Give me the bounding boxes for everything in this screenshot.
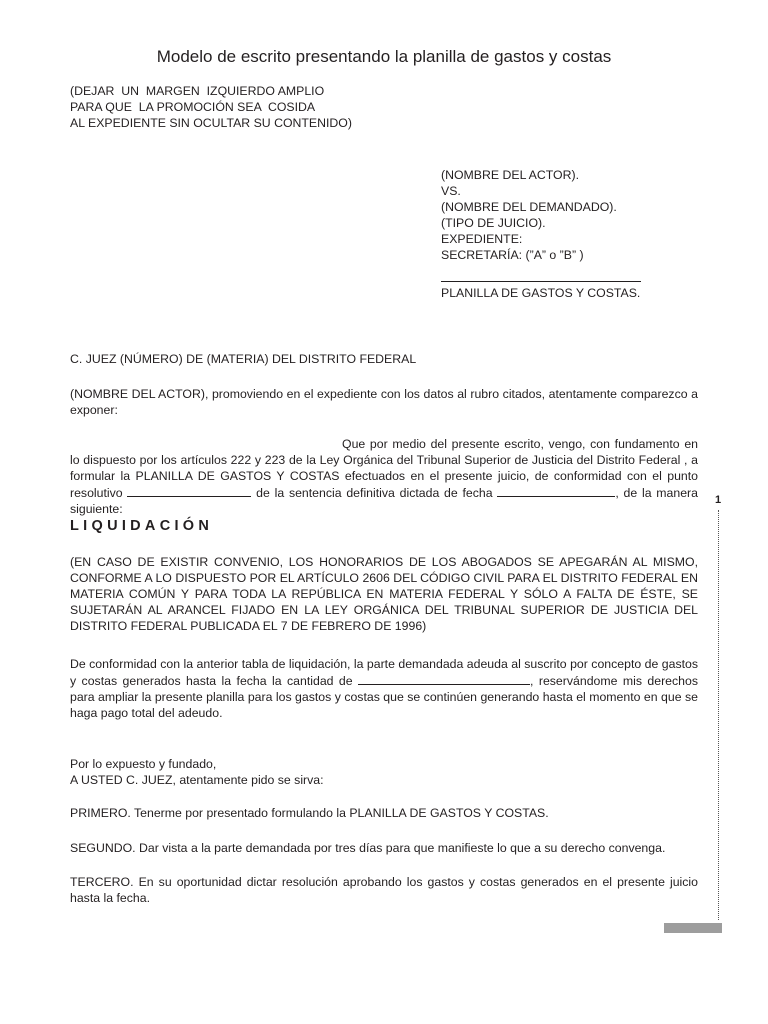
intro-paragraph: (NOMBRE DEL ACTOR), promoviendo en el expediente con los datos al rubro citados, atentamente comparezco a exponer: [70,387,698,417]
amount-blank-field[interactable] [358,672,530,685]
page-margin-dotted-line [718,510,719,920]
margin-note-line: (DEJAR UN MARGEN IZQUIERDO AMPLIO [70,84,325,98]
header-actor: (NOMBRE DEL ACTOR). [441,168,580,182]
closing-line-2: A USTED C. JUEZ, atentamente pido se sirva: [70,773,324,787]
petition-tercero: TERCERO. En su oportunidad dictar resolución aprobando los gastos y costas generados en el presente juicio hasta la fecha. [70,875,698,905]
header-defendant: (NOMBRE DEL DEMANDADO). [441,200,617,214]
request-text-part1: Que por medio del presente escrito, vengo, con fundamento en lo dispuesto por los artículos 222 y 223 de la Ley Orgánica del Tribunal Superior de Justicia del Distrito Federal , a formular la PLANILLA DE GASTOS Y COSTAS efectuados en el presente juicio, de conformidad con el punto resolutivo [70,437,698,500]
case-header [441,167,661,263]
header-secretaria: SECRETARÍA: (”A” o ”B” ) [441,248,584,262]
closing-line-1: Por lo expuesto y fundado, [70,757,217,771]
page-footer-bar [664,923,722,933]
margin-note-line: AL EXPEDIENTE SIN OCULTAR SU CONTENIDO) [70,116,352,130]
request-text-part2: de la sentencia definitiva dictada de fecha [256,486,493,500]
petition-segundo: SEGUNDO. Dar vista a la parte demandada por tres días para que manifieste lo que a su derecho convenga. [70,841,666,855]
margin-note-line: PARA QUE LA PROMOCIÓN SEA COSIDA [70,100,316,114]
header-document-type: PLANILLA DE GASTOS Y COSTAS. [441,286,641,300]
request-paragraph [70,436,698,517]
closing-block [70,756,698,788]
petition-primero: PRIMERO. Tenerme por presentado formulando la PLANILLA DE GASTOS Y COSTAS. [70,806,549,820]
header-divider [441,281,641,282]
margin-instruction-note [70,83,390,131]
resolutivo-blank-field[interactable] [127,484,251,497]
request-text-part3: , de la manera siguiente: [70,486,698,516]
header-trial-type: (TIPO DE JUICIO). [441,216,546,230]
liquidation-text-part2: , reservándome mis derechos para ampliar la presente planilla para los gastos y costas que se continúen generando hasta el momento en que se haga pago total del adeudo. [70,674,698,720]
liquidacion-heading: LIQUIDACIÓN [70,518,214,534]
date-blank-field[interactable] [497,484,615,497]
liquidation-text-part1: De conformidad con la anterior tabla de liquidación, la parte demandada adeuda al suscrito por concepto de gastos y costas generados hasta la fecha la cantidad de [70,657,698,688]
convenio-note-paragraph: (EN CASO DE EXISTIR CONVENIO, LOS HONORARIOS DE LOS ABOGADOS SE APEGARÁN AL MISMO, CONFORME A LO DISPUESTO POR EL ARTÍCULO 2606 DEL CÓDIGO CIVIL PARA EL DISTRITO FEDERAL EN MATERIA COMÚN Y PARA TODA LA REPÚBLICA EN MATERIA FEDERAL Y SÓLO A FALTA DE ÉSTE, SE SUJETARÁN AL ARANCEL FIJADO EN LA LEY ORGÁNICA DEL TRIBUNAL SUPERIOR DE JUSTICIA DEL DISTRITO FEDERAL PUBLICADA EL 7 DE FEBRERO DE 1996) [70,555,698,633]
addressee-line: C. JUEZ (NÚMERO) DE (MATERIA) DEL DISTRITO FEDERAL [70,352,417,366]
header-expediente: EXPEDIENTE: [441,232,523,246]
page-number: 1 [715,494,722,506]
document-title: Modelo de escrito presentando la planilla de gastos y costas [156,47,612,66]
liquidation-paragraph [70,656,698,721]
header-vs: VS. [441,184,461,198]
